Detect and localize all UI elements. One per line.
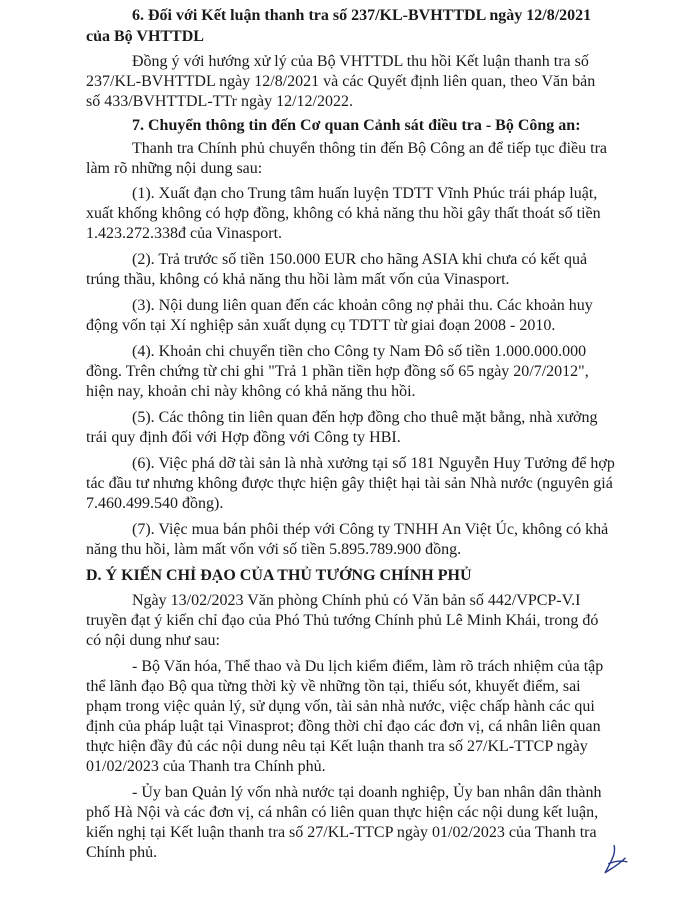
- paragraph-line: đồng. Trên chứng từ chi ghi "Trả 1 phần tiền hợp đồng số 65 ngày 20/7/2012",: [86, 363, 589, 380]
- paragraph-line: Đồng ý với hướng xử lý của Bộ VHTTDL thu hồi Kết luận thanh tra số: [132, 53, 589, 70]
- paragraph-line: có nội dung như sau:: [86, 632, 220, 649]
- paragraph-line: (3). Nội dung liên quan đến các khoản công nợ phải thu. Các khoản huy: [132, 297, 593, 314]
- paragraph-line: (1). Xuất đạn cho Trung tâm huấn luyện TDTT Vĩnh Phúc trái pháp luật,: [132, 185, 598, 202]
- paragraph-line: Ngày 13/02/2023 Văn phòng Chính phủ có Văn bản số 442/VPCP-V.I: [132, 592, 581, 609]
- paragraph-line: (5). Các thông tin liên quan đến hợp đồng cho thuê mặt bằng, nhà xưởng: [132, 409, 598, 426]
- section-heading: D. Ý KIẾN CHỈ ĐẠO CỦA THỦ TƯỚNG CHÍNH PHỦ: [86, 567, 472, 584]
- paragraph-line: (2). Trả trước số tiền 150.000 EUR cho hãng ASIA khi chưa có kết quả: [132, 251, 588, 268]
- paragraph-line: (7). Việc mua bán phôi thép với Công ty TNHH An Việt Úc, không có khả: [132, 521, 609, 538]
- paragraph-line: năng thu hồi, làm mất vốn với số tiền 5.895.789.900 đồng.: [86, 541, 462, 558]
- paragraph-line: trúng thầu, không có khả năng thu hồi làm mất vốn của Vinasport.: [86, 271, 510, 288]
- handwritten-mark-icon: [598, 842, 634, 878]
- paragraph-line: 7.460.499.540 đồng).: [86, 495, 224, 512]
- paragraph-line: hiện nay, khoản chi này không có khả năng thu hồi.: [86, 383, 416, 400]
- paragraph-line: truyền đạt ý kiến chỉ đạo của Phó Thủ tướng Chính phủ Lê Minh Khái, trong đó: [86, 612, 599, 629]
- paragraph-line: 237/KL-BVHTTDL ngày 12/8/2021 và các Quyết định liên quan, theo Văn bản: [86, 73, 596, 90]
- paragraph-line: thực hiện đầy đủ các nội dung nêu tại Kết luận thanh tra số 27/KL-TTCP ngày: [86, 738, 588, 755]
- paragraph-line: làm rõ những nội dung sau:: [86, 160, 263, 177]
- paragraph-line: số 433/BVHTTDL-TTr ngày 12/12/2022.: [86, 93, 353, 110]
- paragraph-line: Chính phủ.: [86, 844, 158, 861]
- paragraph-line: - Bộ Văn hóa, Thể thao và Du lịch kiểm điểm, làm rõ trách nhiệm của tập: [132, 658, 604, 675]
- paragraph-line: xuất khống không có hợp đồng, không có khả năng thu hồi gây thất thoát số tiền: [86, 205, 601, 222]
- paragraph-line: (4). Khoản chi chuyển tiền cho Công ty Nam Đô số tiền 1.000.000.000: [132, 343, 587, 360]
- paragraph-line: 1.423.272.338đ của Vinasport.: [86, 225, 283, 242]
- paragraph-line: 01/02/2023 của Thanh tra Chính phủ.: [86, 758, 326, 775]
- section-heading: của Bộ VHTTDL: [86, 28, 204, 45]
- paragraph-line: - Ủy ban Quản lý vốn nhà nước tại doanh nghiệp, Ủy ban nhân dân thành: [132, 784, 602, 801]
- paragraph-line: định của pháp luật tại Vinasprot; đồng thời chỉ đạo các đơn vị, cá nhân liên quan: [86, 718, 601, 735]
- paragraph-line: phạm trong việc quản lý, sử dụng vốn, tài sản nhà nước, việc chấp hành các qui: [86, 698, 595, 715]
- section-heading: 7. Chuyển thông tin đến Cơ quan Cảnh sát điều tra - Bộ Công an:: [132, 117, 581, 134]
- paragraph-line: kiến nghị tại Kết luận thanh tra số 27/KL-TTCP ngày 01/02/2023 của Thanh tra: [86, 824, 597, 841]
- section-heading: 6. Đối với Kết luận thanh tra số 237/KL-BVHTTDL ngày 12/8/2021: [132, 7, 592, 24]
- paragraph-line: động vốn tại Xí nghiệp sản xuất dụng cụ TDTT từ giai đoạn 2008 - 2010.: [86, 317, 556, 334]
- paragraph-line: trái quy định đối với Hợp đồng với Công ty HBI.: [86, 429, 401, 446]
- paragraph-line: Thanh tra Chính phủ chuyển thông tin đến Bộ Công an để tiếp tục điều tra: [132, 140, 608, 157]
- paragraph-line: thể lãnh đạo Bộ qua từng thời kỳ về những tồn tại, thiếu sót, khuyết điểm, sai: [86, 678, 581, 695]
- paragraph-line: (6). Việc phá dỡ tài sản là nhà xưởng tại số 181 Nguyễn Huy Tưởng để hợp: [132, 455, 615, 472]
- paragraph-line: phố Hà Nội và các đơn vị, cá nhân có liên quan thực hiện các nội dung kết luận,: [86, 804, 599, 821]
- paragraph-line: tác đầu tư nhưng không được thực hiện gây thiệt hại tài sản Nhà nước (nguyên giá: [86, 475, 613, 492]
